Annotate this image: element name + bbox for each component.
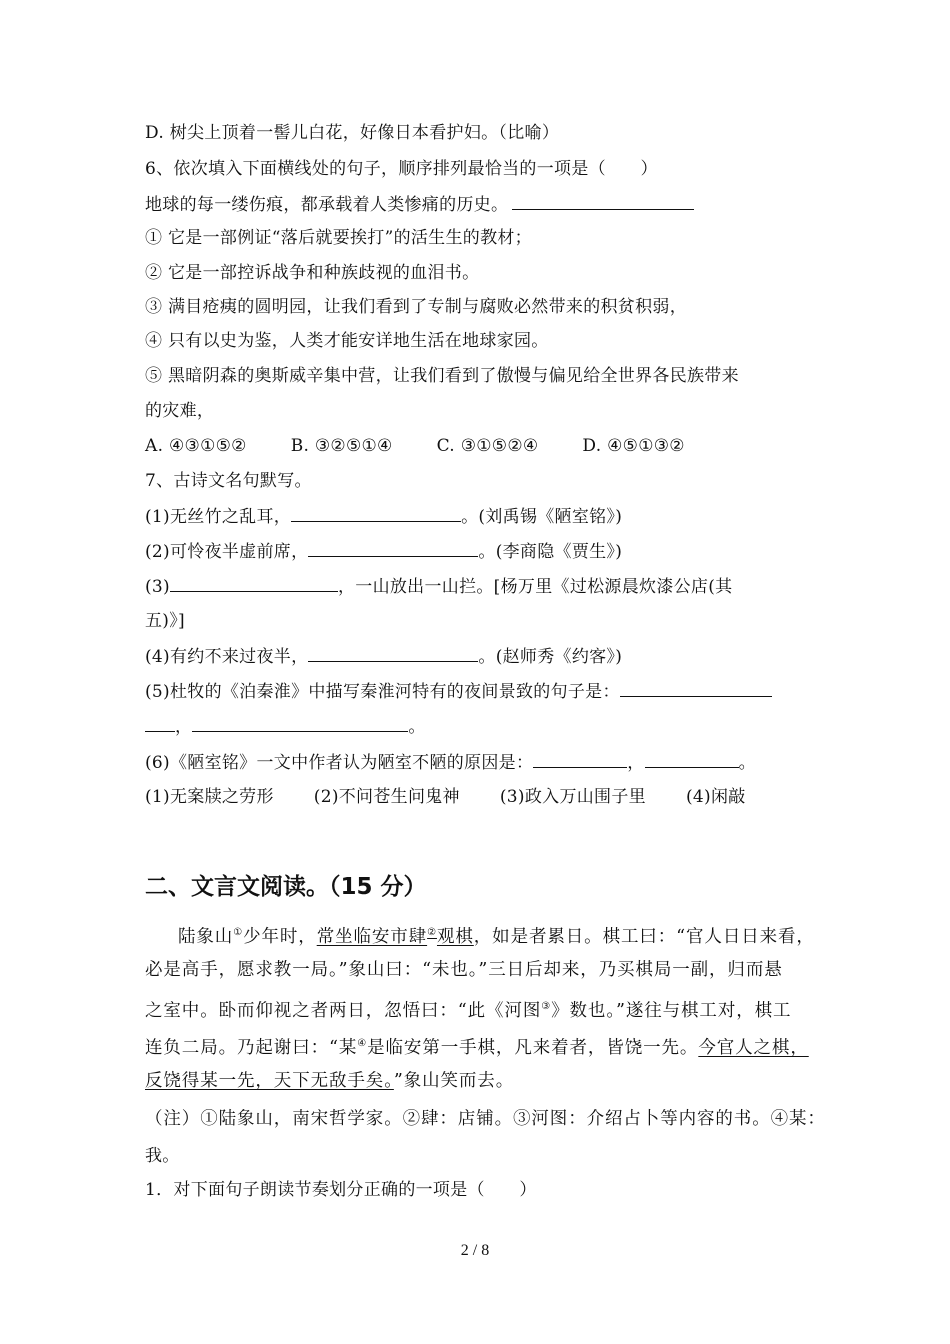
section-heading: 二、文言文阅读。（15 分）	[145, 874, 427, 900]
q7-line-4: (4)有约不来过夜半， 。(赵师秀《约客》)	[145, 644, 622, 669]
notes-line-2: 我。	[145, 1146, 180, 1166]
q6-lead: 地球的每一缕伤痕，都承载着人类惨痛的历史。	[145, 192, 694, 217]
q7-line-2: (2)可怜夜半虚前席， 。(李商隐《贾生》)	[145, 539, 622, 564]
q6-item: ① 它是一部例证“落后就要挨打”的活生生的教材；	[145, 228, 532, 248]
q7-stem: 7、古诗文名句默写。	[145, 471, 312, 491]
passage-line-1: 陆象山①少年时，常坐临安市肆②观棋，如是者累日。棋工曰：“官人日日来看，	[178, 927, 815, 947]
answer-blank	[308, 644, 478, 662]
q7-line-3-cont: 五)》]	[145, 611, 185, 631]
q6-item: ⑤ 黑暗阴森的奥斯威辛集中营，让我们看到了傲慢与偏见给全世界各民族带来	[145, 366, 739, 386]
q6-item: 的灾难，	[145, 401, 215, 421]
answer-blank	[620, 679, 772, 697]
q7-line-1: (1)无丝竹之乱耳， 。(刘禹锡《陋室铭》)	[145, 504, 622, 529]
notes-line-1: （注）①陆象山，南宋哲学家。②肆：店铺。③河图：介绍占卜等内容的书。④某：	[145, 1109, 826, 1129]
q6-options	[145, 434, 685, 458]
answer-blank	[145, 714, 175, 732]
q7-line-6: (6)《陋室铭》一文中作者认为陋室不陋的原因是： ， 。	[145, 750, 756, 775]
passage-line-2: 必是高手，愿求教一局。”象山曰：“未也。”三日后却来，乃买棋局一副，归而悬	[145, 960, 783, 980]
answer-blank	[533, 750, 627, 768]
section2-q1: 1．对下面句子朗读节奏划分正确的一项是（ ）	[145, 1180, 537, 1200]
q6-option-d: D. ④⑤①③②	[582, 436, 685, 456]
q6-option-c: C. ③①⑤②④	[436, 436, 539, 456]
q6-option-a: A. ④③①⑤②	[145, 436, 247, 456]
passage-line-3: 之室中。卧而仰视之者两日，忽悟曰：“此《河图③》数也。”遂往与棋工对，棋工	[145, 1001, 792, 1021]
q6-item: ② 它是一部控诉战争和种族歧视的血泪书。	[145, 263, 480, 283]
answer-blank	[192, 714, 408, 732]
q5-option-d: D. 树尖上顶着一髻儿白花，好像日本看护妇。（比喻）	[145, 123, 560, 143]
q7-choices: (1)无案牍之劳形 (2)不问苍生问鬼神 (3)政入万山围子里 (4)闲敲	[145, 787, 746, 807]
q6-option-b: B. ③②⑤①④	[290, 436, 393, 456]
q7-line-3: (3) ，一山放出一山拦。[杨万里《过松源晨炊漆公店(其	[145, 574, 732, 599]
q6-stem: 6、依次填入下面横线处的句子，顺序排列最恰当的一项是（ ）	[145, 159, 658, 179]
q6-item: ③ 满目疮痍的圆明园，让我们看到了专制与腐败必然带来的积贫积弱，	[145, 297, 688, 317]
answer-blank	[645, 750, 739, 768]
q7-line-5: (5)杜牧的《泊秦淮》中描写秦淮河特有的夜间景致的句子是：	[145, 679, 772, 704]
q7-line-5-cont: ， 。	[145, 714, 426, 739]
q6-answer-blank	[512, 192, 694, 210]
page-number: 2 / 8	[460, 1242, 490, 1259]
answer-blank	[170, 574, 338, 592]
answer-blank	[308, 539, 478, 557]
answer-blank	[291, 504, 461, 522]
passage-line-5: 反饶得某一先，天下无敌手矣。”象山笑而去。	[145, 1071, 515, 1091]
passage-line-4: 连负二局。乃起谢曰：“某④是临安第一手棋，凡来着者，皆饶一先。今官人之棋，	[145, 1038, 809, 1058]
q6-item: ④ 只有以史为鉴，人类才能安详地生活在地球家园。	[145, 331, 549, 351]
